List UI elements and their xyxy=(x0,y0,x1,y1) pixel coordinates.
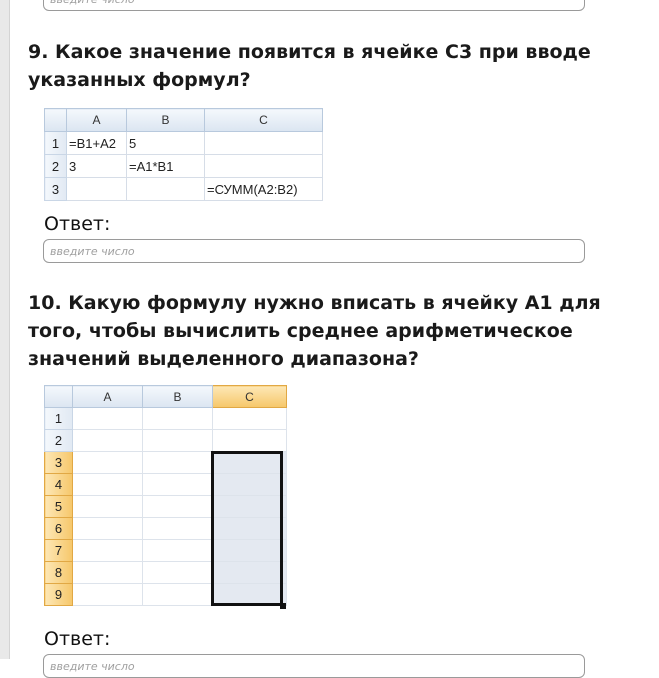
answer-label-q10: Ответ: xyxy=(44,628,111,650)
cell xyxy=(73,562,143,584)
cell xyxy=(213,408,287,430)
cell xyxy=(213,430,287,452)
cell xyxy=(143,518,213,540)
column-header-b: B xyxy=(143,386,213,408)
table-row xyxy=(45,540,287,562)
row-header: 4 xyxy=(45,474,73,496)
cell xyxy=(73,452,143,474)
cell xyxy=(143,452,213,474)
row-header: 3 xyxy=(45,452,73,474)
cell xyxy=(143,474,213,496)
cell-a2: 3 xyxy=(67,155,127,178)
cell-b1: 5 xyxy=(127,132,205,155)
cell xyxy=(143,408,213,430)
cell xyxy=(143,430,213,452)
cell xyxy=(73,496,143,518)
answer-input-q9[interactable] xyxy=(43,239,585,263)
row-header: 7 xyxy=(45,540,73,562)
row-header: 6 xyxy=(45,518,73,540)
cell-a3 xyxy=(67,178,127,201)
cell-c2 xyxy=(205,155,323,178)
cell xyxy=(73,584,143,606)
row-header: 2 xyxy=(45,430,73,452)
selected-cell xyxy=(213,474,287,496)
table-row xyxy=(45,584,287,606)
cell xyxy=(143,540,213,562)
spreadsheet-q9 xyxy=(44,108,323,201)
cell-c1 xyxy=(205,132,323,155)
row-header: 2 xyxy=(45,155,67,178)
cell xyxy=(73,408,143,430)
column-header-c: C xyxy=(213,386,287,408)
spreadsheet-q10 xyxy=(44,385,287,606)
sheet-corner xyxy=(45,386,73,408)
selected-cell xyxy=(213,584,287,606)
cell-c3: =СУММ(A2:B2) xyxy=(205,178,323,201)
row-header: 5 xyxy=(45,496,73,518)
row-header: 1 xyxy=(45,408,73,430)
cell-b3 xyxy=(127,178,205,201)
table-row xyxy=(45,430,287,452)
fill-handle xyxy=(280,603,286,609)
cell xyxy=(73,430,143,452)
selected-cell xyxy=(213,452,287,474)
row-header: 8 xyxy=(45,562,73,584)
cell xyxy=(143,562,213,584)
row-header: 1 xyxy=(45,132,67,155)
question-9-title: 9. Какое значение появится в ячейке С3 при вводе указанных формул? xyxy=(28,41,591,91)
page-left-border xyxy=(0,0,10,659)
column-header-c: C xyxy=(205,109,323,132)
sheet-corner xyxy=(45,109,67,132)
answer-input-q10[interactable] xyxy=(43,654,585,678)
column-header-a: A xyxy=(73,386,143,408)
table-row xyxy=(45,496,287,518)
selected-cell xyxy=(213,518,287,540)
selected-cell xyxy=(213,496,287,518)
table-row xyxy=(45,518,287,540)
cell xyxy=(73,518,143,540)
cell xyxy=(143,496,213,518)
table-row xyxy=(45,155,323,178)
table-row xyxy=(45,474,287,496)
cell xyxy=(73,540,143,562)
question-10-title: 10. Какую формулу нужно вписать в ячейку А1 для того, чтобы вычислить среднее арифметическое значений выделенного диапазона? xyxy=(28,292,601,370)
row-header: 3 xyxy=(45,178,67,201)
column-header-b: B xyxy=(127,109,205,132)
cell xyxy=(143,584,213,606)
table-row xyxy=(45,452,287,474)
table-row xyxy=(45,132,323,155)
selected-cell xyxy=(213,562,287,584)
cell-a1: =B1+A2 xyxy=(67,132,127,155)
answer-label-q9: Ответ: xyxy=(44,213,111,235)
column-header-a: A xyxy=(67,109,127,132)
table-row xyxy=(45,178,323,201)
table-row xyxy=(45,562,287,584)
selected-cell xyxy=(213,540,287,562)
cell xyxy=(73,474,143,496)
table-row xyxy=(45,408,287,430)
cell-b2: =A1*B1 xyxy=(127,155,205,178)
answer-input-q8[interactable] xyxy=(43,0,585,11)
row-header: 9 xyxy=(45,584,73,606)
